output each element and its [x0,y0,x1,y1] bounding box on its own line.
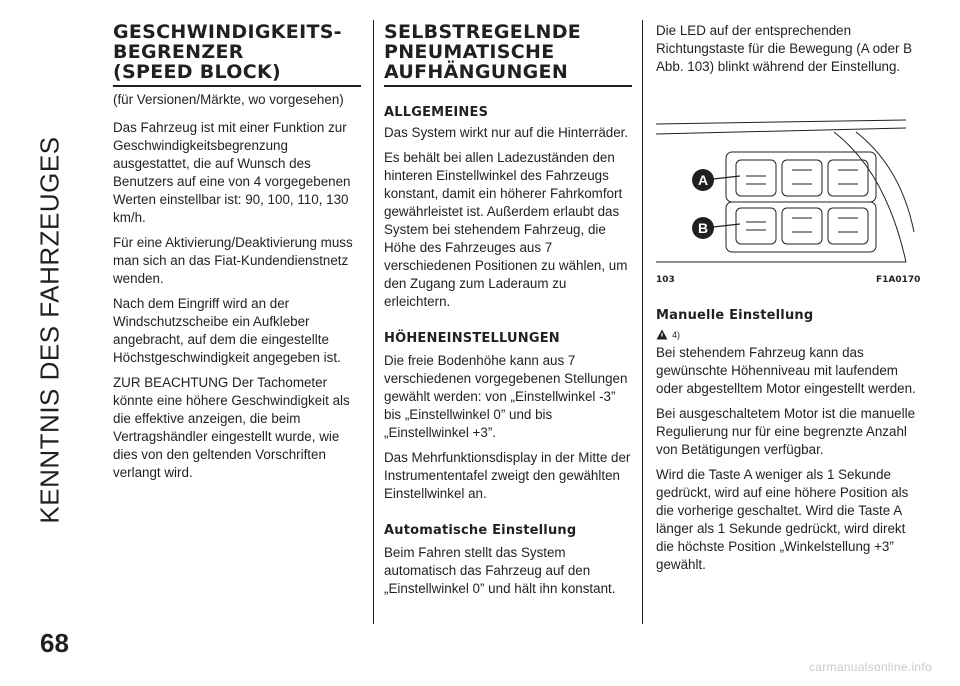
subheading-general: ALLGEMEINES [384,105,489,120]
paragraph: Das System wirkt nur auf die Hinterräder. [384,125,629,140]
warning-reference [656,329,918,340]
paragraph: Die freie Bodenhöhe kann aus 7 verschiedenen vorgegebenen Stellungen gewählt werden: von „Einstellwinkel -3” bis „Einstellwinkel 0” und bis „Einstellwinkel +3”. [384,353,628,440]
column-divider [642,20,643,624]
subheading-height-settings: HÖHENEINSTELLUNGEN [384,331,560,346]
column-divider [373,20,374,624]
column-manual-cont [656,308,918,574]
subheading-manual: Manuelle Einstellung [656,308,814,323]
paragraph: Wird die Taste A weniger als 1 Sekunde gedrückt, wird auf eine höhere Position als die vorherige geschaltet. Wird die Taste A länger als 1 Sekunde gedrückt, wird direkt die höchste Position „Winkelstellung +3” gewählt. [656,467,909,572]
figure-code: F1A0170 [876,275,921,285]
availability-note: (für Versionen/Märkte, wo vorgesehen) [113,92,344,107]
paragraph: Für eine Aktivierung/Deaktivierung muss man sich an das Fiat-Kundendienstnetz wenden. [113,235,353,286]
paragraph: Bei ausgeschaltetem Motor ist die manuelle Regulierung nur für eine begrenzte Anzahl von Betätigungen verfügbar. [656,406,916,457]
warning-triangle-icon [656,329,668,340]
paragraph: Es behält bei allen Ladezuständen den hinteren Einstellwinkel des Fahrzeugs konstant, damit ein höherer Fahrkomfort gewährleistet ist. Außerdem erlaubt das System bei stehendem Fahrzeug, die Höhe des Fahrzeuges aus 7 verschiedenen Positionen zu wählen, um den Zugang zum Laderaum zu erleichtern. [384,150,628,309]
callout-b: B [697,220,709,236]
section-heading-suspension: SELBSTREGELNDE PNEUMATISCHE AUFHÄNGUNGEN [384,22,632,87]
column-manual [656,22,918,76]
paragraph: ZUR BEACHTUNG Der Tachometer könnte eine höhere Geschwindigkeit als die effektive anzeigen, die beim Vertragshändler eingestellt wurde, wie dies von den geltenden Vorschriften verlangt wird. [113,375,350,480]
warning-ref-number: 4) [672,329,681,340]
paragraph: Bei stehendem Fahrzeug kann das gewünschte Höhenniveau mit laufendem oder abgestelltem Motor eingestellt werden. [656,345,916,396]
column-suspension [384,22,632,598]
paragraph: Beim Fahren stellt das System automatisch das Fahrzeug auf den „Einstellwinkel 0” und hält ihn konstant. [384,545,616,596]
paragraph: Nach dem Eingriff wird an der Windschutzscheibe ein Aufkleber angebracht, auf dem die eingestellte Höchstgeschwindigkeit angegeben ist. [113,296,341,365]
paragraph: Die LED auf der entsprechenden Richtungstaste für die Bewegung (A oder B Abb. 103) blinkt während der Einstellung. [656,23,913,74]
subheading-automatic: Automatische Einstellung [384,523,577,538]
figure-switch-panel [656,112,916,267]
paragraph: Das Mehrfunktionsdisplay in der Mitte der Instrumententafel zweigt den gewählten Einstellwinkel an. [384,450,631,501]
chapter-side-title: KENNTNIS DES FAHRZEUGES [34,136,65,524]
column-speed-block [113,22,361,482]
page-number: 68 [40,628,69,658]
watermark: carmanualsonline.info [808,660,932,674]
callout-a: A [697,172,709,188]
section-heading-speed-block: GESCHWINDIGKEITS- BEGRENZER (SPEED BLOCK) [113,22,361,87]
paragraph: Das Fahrzeug ist mit einer Funktion zur Geschwindigkeitsbegrenzung ausgestattet, die auf Wunsch des Benutzers auf eine von 4 vorgegebenen Werten einstellbar ist: 90, 100, 110, 130 km/h. [113,120,351,225]
figure-number: 103 [656,275,675,285]
switch-panel-illustration [656,112,916,267]
